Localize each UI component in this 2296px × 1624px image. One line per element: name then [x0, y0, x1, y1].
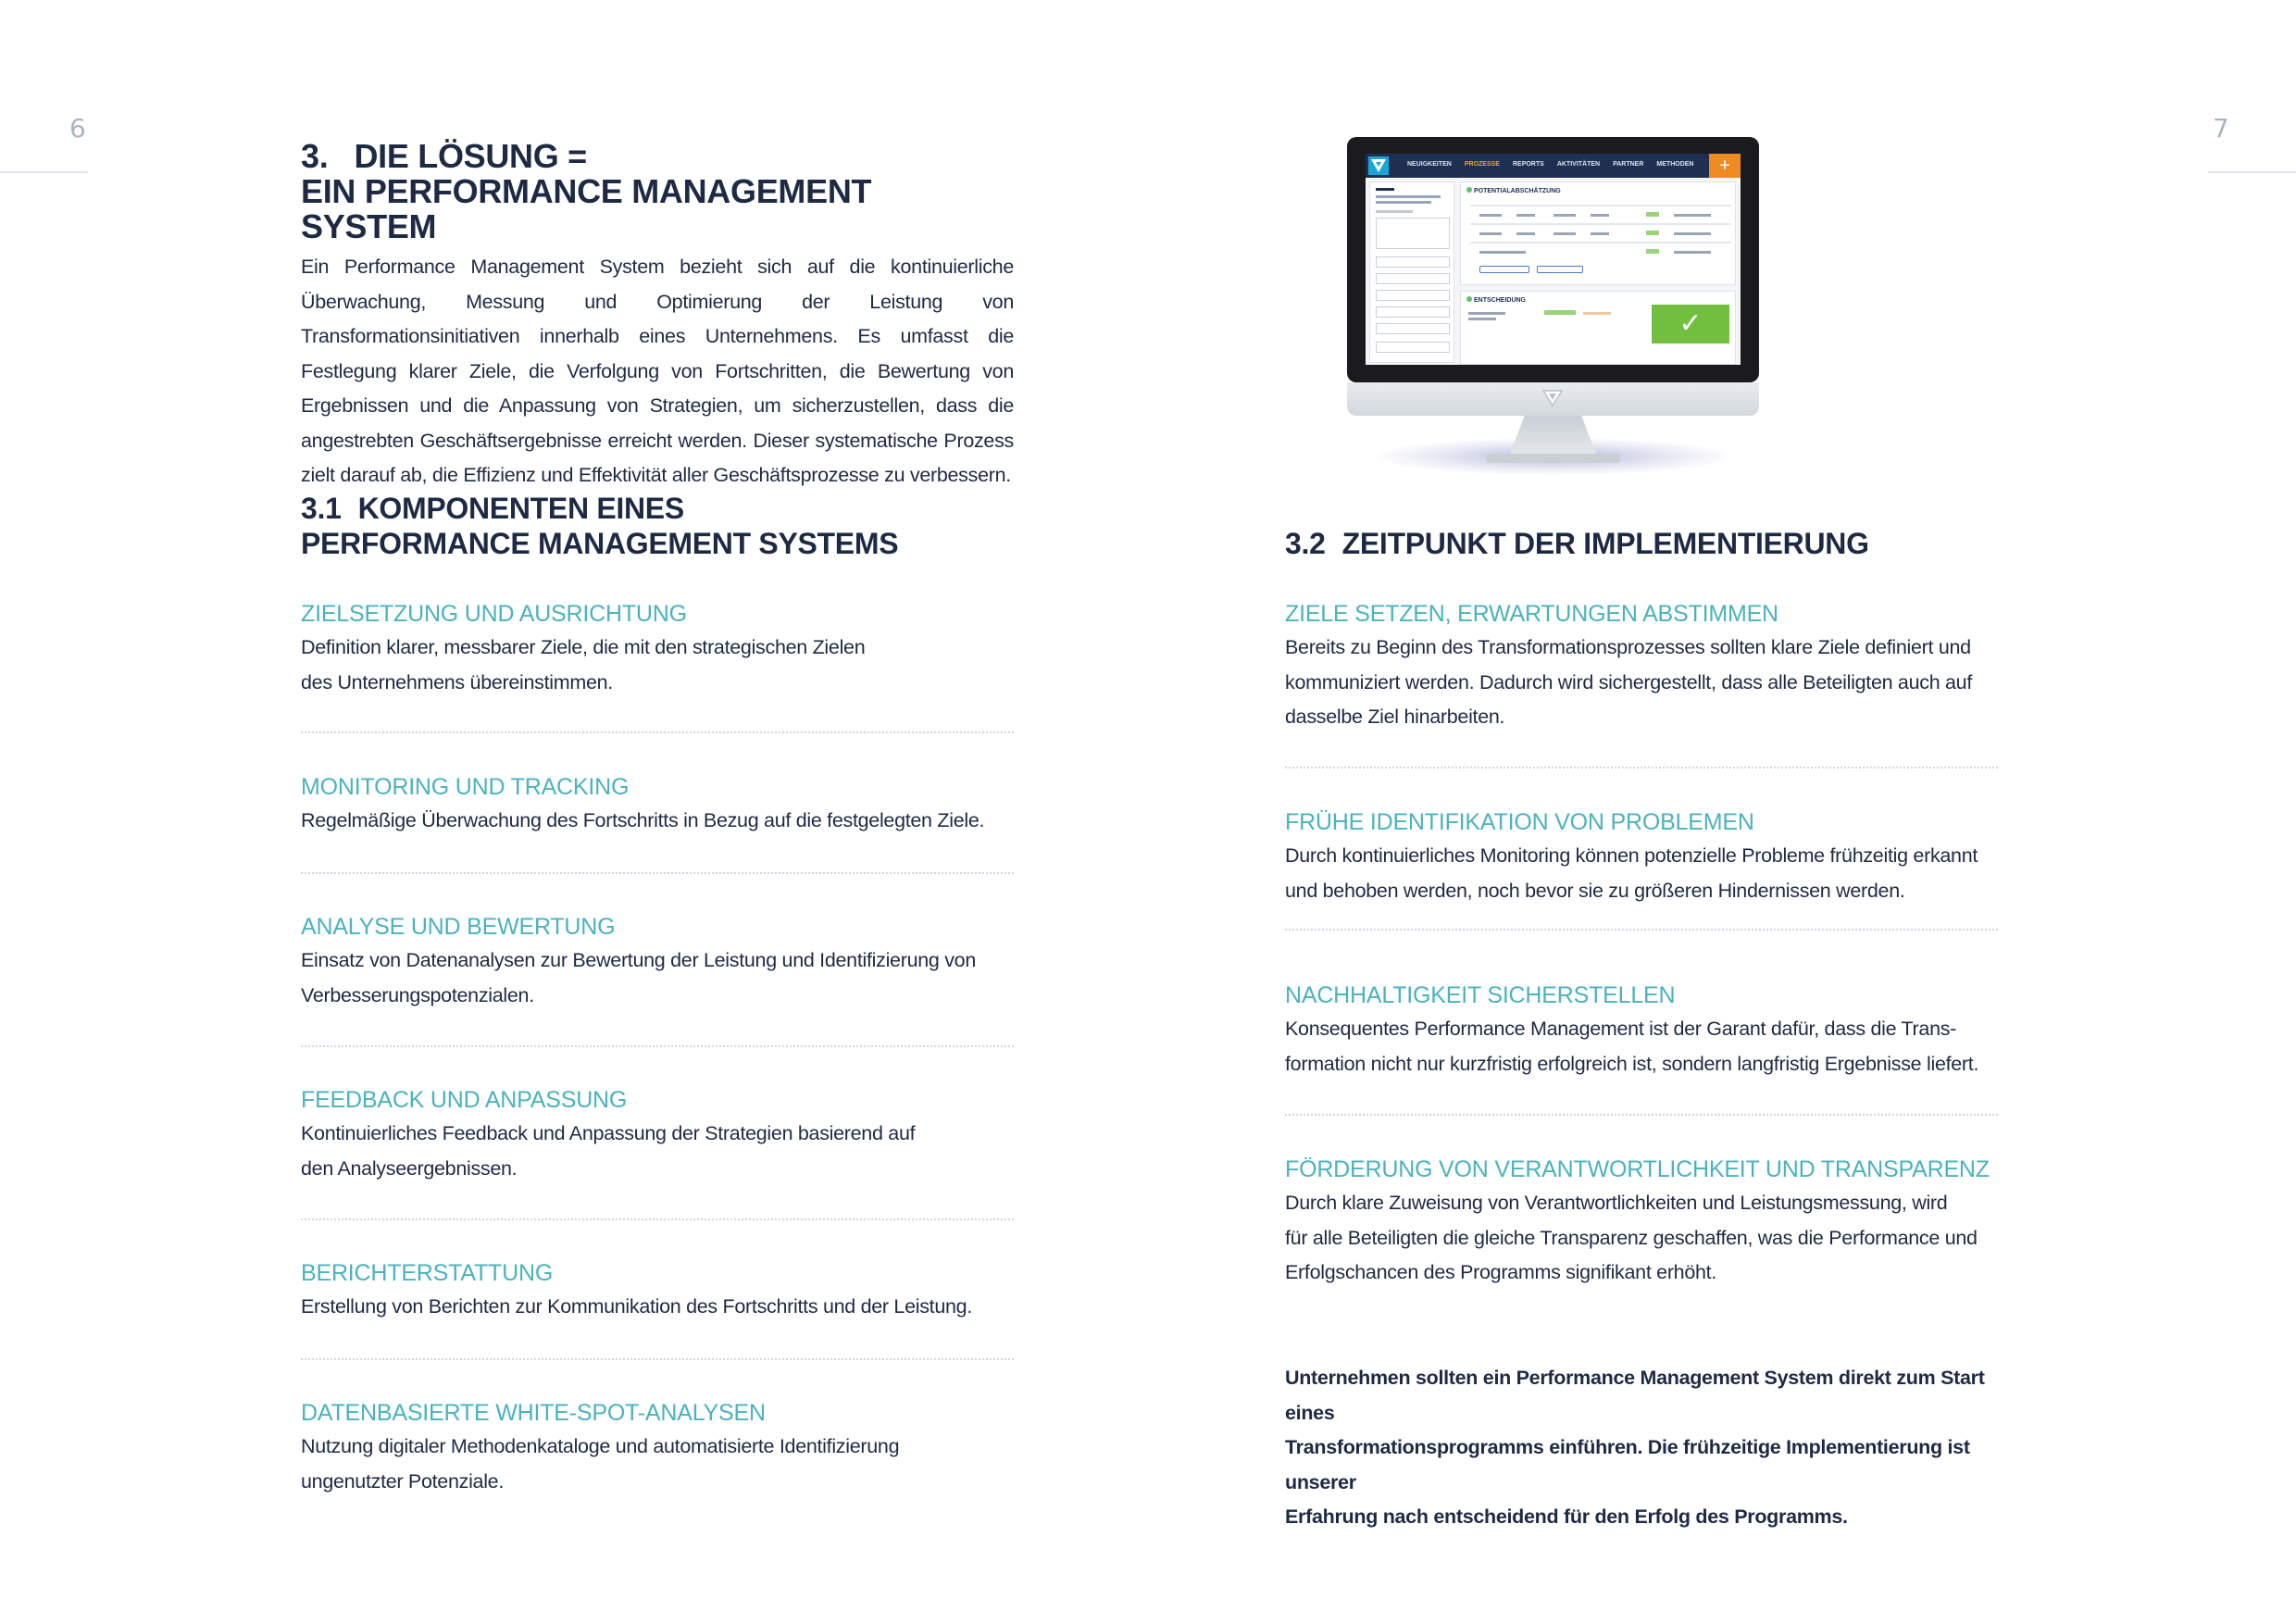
panel-cell: [1674, 214, 1711, 217]
item-heading: FEEDBACK UND ANPASSUNG: [301, 1087, 628, 1113]
item-text-line1: Durch klare Zuweisung von Verantwortlichkeiten und Leistungsmessung, wird: [1285, 1192, 1948, 1214]
item-heading: DATENBASIERTE WHITE-SPOT-ANALYSEN: [301, 1400, 766, 1426]
item-text-line2: und behoben werden, noch bevor sie zu größeren Hindernissen werden.: [1285, 879, 1905, 902]
panel-cell: [1674, 251, 1711, 254]
sp-chip: [1376, 188, 1394, 191]
item-text-line1: Durch kontinuierliches Monitoring können potenzielle Probleme frühzeitig erkannt: [1285, 844, 1978, 867]
panel-button: [1479, 266, 1529, 273]
item-heading: ANALYSE UND BEWERTUNG: [301, 914, 616, 940]
section-3-2-number: 3.2: [1285, 527, 1326, 560]
panel-value-green: [1646, 249, 1659, 254]
item-text-line1: Bereits zu Beginn des Transformationsprozesses sollten klare Ziele definiert und: [1285, 636, 1971, 658]
section-3-1-number: 3.1: [301, 492, 342, 525]
panel-title: [1466, 187, 1561, 194]
app-screenshot: [1366, 154, 1741, 365]
item-divider: [1285, 929, 1998, 931]
sp-text: [1376, 201, 1431, 204]
item-divider: [301, 1218, 1014, 1220]
monitor-base: [1486, 454, 1620, 463]
panel-cell: [1516, 232, 1535, 235]
sp-textarea: [1376, 218, 1450, 249]
item-divider: [301, 872, 1014, 874]
item-text-line2: ungenutzter Potenziale.: [301, 1469, 505, 1493]
app-nav-items: [1407, 161, 1693, 168]
page-number-left: 6: [69, 113, 86, 144]
closing-line1: Unternehmen sollten ein Performance Management System direkt zum Start eines: [1285, 1367, 1985, 1424]
item-heading: ZIELE SETZEN, ERWARTUNGEN ABSTIMMEN: [1285, 601, 1778, 627]
panel-title: [1466, 296, 1526, 304]
check-icon: ✓: [1652, 305, 1729, 344]
sp-select: [1376, 256, 1450, 268]
section-3-title-line2: EIN PERFORMANCE MANAGEMENT SYSTEM: [301, 172, 872, 245]
item-text-line2: den Analyseergebnissen.: [301, 1156, 518, 1180]
panel-cell: [1591, 214, 1609, 217]
section-3-1-heading: [301, 491, 1014, 561]
section-3-2-title-text: ZEITPUNKT DER IMPLEMENTIERUNG: [1341, 527, 1869, 560]
section-3-number: 3.: [301, 137, 329, 175]
list-item: [301, 1256, 1014, 1325]
item-divider: [301, 1358, 1014, 1360]
panel-value-green: [1646, 212, 1659, 217]
sp-select: [1376, 290, 1450, 301]
section-3-1-title-line1: KOMPONENTEN EINES: [357, 492, 684, 525]
panel-cell: [1591, 232, 1609, 235]
sp-select: [1376, 342, 1450, 353]
panel-cell: [1516, 214, 1535, 217]
app-panel-decision: [1460, 291, 1736, 365]
closing-statement: [1285, 1361, 1998, 1535]
item-text-line1: Erstellung von Berichten zur Kommunikation des Fortschritts und der Leistung.: [301, 1295, 972, 1318]
section-3-title-line1: DIE LÖSUNG =: [354, 137, 587, 175]
app-nav-item: NEUIGKEITEN: [1407, 161, 1452, 168]
list-item: [301, 597, 1014, 700]
monitor-logo-icon: [1542, 389, 1563, 407]
panel-title-text: ENTSCHEIDUNG: [1474, 297, 1527, 304]
item-divider: [301, 1045, 1014, 1047]
list-item: [301, 1083, 1014, 1186]
app-nav: [1366, 154, 1741, 178]
item-heading: FRÜHE IDENTIFIKATION VON PROBLEMEN: [1285, 809, 1754, 835]
panel-title-text: POTENTIALABSCHÄTZUNG: [1474, 188, 1561, 194]
item-divider: [1285, 767, 1998, 768]
section-3-2-title: [1285, 526, 1998, 561]
panel-cell: [1479, 251, 1526, 254]
monitor-stand: [1509, 415, 1597, 456]
item-heading: FÖRDERUNG VON VERANTWORTLICHKEIT UND TRANSPARENZ: [1285, 1156, 1990, 1182]
section-3-title: [301, 139, 1014, 244]
app-nav-item: AKTIVITÄTEN: [1556, 161, 1601, 168]
item-text-line1: Definition klarer, messbarer Ziele, die mit den strategischen Zielen: [301, 636, 866, 658]
panel-cell: [1554, 214, 1576, 217]
panel-row: [1470, 205, 1731, 206]
item-text-line1: Regelmäßige Überwachung des Fortschritts in Bezug auf die festgelegten Ziele.: [301, 809, 985, 831]
item-text-line1: Konsequentes Performance Management ist der Garant dafür, dass die Trans-: [1285, 1018, 1957, 1040]
app-nav-item: METHODEN: [1656, 161, 1694, 168]
app-nav-item: PARTNER: [1613, 161, 1644, 168]
section-3-1-title: [301, 491, 1014, 561]
list-item: [301, 770, 1014, 839]
item-text-line1: Einsatz von Datenanalysen zur Bewertung der Leistung und Identifizierung von: [301, 949, 976, 971]
status-dot-icon: [1466, 296, 1472, 302]
item-divider: [1285, 1114, 1998, 1116]
sp-text: [1376, 210, 1413, 213]
item-text-line1: Nutzung digitaler Methodenkataloge und automatisierte Identifizierung: [301, 1435, 900, 1457]
item-text-line2: formation nicht nur kurzfristig erfolgreich ist, sondern langfristig Ergebnisse liefert.: [1285, 1052, 1979, 1075]
app-plus-icon: +: [1709, 154, 1741, 178]
status-dot-icon: [1466, 187, 1472, 193]
section-3-1-title-line2: PERFORMANCE MANAGEMENT SYSTEMS: [301, 527, 899, 560]
list-item: [301, 1396, 1014, 1499]
item-text-line3: dasselbe Ziel hinarbeiten.: [1285, 706, 1505, 728]
closing-line3: Erfahrung nach entscheidend für den Erfolg des Programms.: [1285, 1505, 1848, 1528]
list-item: [1285, 597, 1998, 735]
monitor-illustration: [1347, 137, 1759, 475]
edge-rule-right: [2208, 171, 2296, 173]
section-3: [301, 139, 1014, 493]
sp-select: [1376, 323, 1450, 334]
app-nav-item: PROZESSE: [1464, 161, 1500, 168]
edge-rule-left: [0, 171, 88, 173]
panel-row: [1470, 242, 1731, 244]
panel-cell: [1479, 232, 1502, 235]
app-panel-potential: [1460, 181, 1736, 285]
list-item: [1285, 806, 1998, 908]
panel-row: [1470, 223, 1731, 225]
list-item: [1285, 979, 1998, 1081]
list-item: [301, 910, 1014, 1013]
item-divider: [301, 731, 1014, 733]
panel-cell: [1583, 312, 1611, 315]
item-text-line2: kommuniziert werden. Dadurch wird sichergestellt, dass alle Beteiligten auch auf: [1285, 670, 1973, 693]
item-text-line3: Erfolgschancen des Programms signifikant erhöht.: [1285, 1261, 1717, 1283]
item-text-line2: des Unternehmens übereinstimmen.: [301, 670, 613, 693]
sp-text: [1376, 195, 1441, 198]
item-heading: NACHHALTIGKEIT SICHERSTELLEN: [1285, 982, 1676, 1008]
panel-value-green: [1544, 310, 1576, 315]
panel-cell: [1479, 214, 1502, 217]
panel-cell: [1468, 318, 1496, 320]
item-text-line2: für alle Beteiligten die gleiche Transparenz geschaffen, was die Performance und: [1285, 1226, 1978, 1249]
item-heading: BERICHTERSTATTUNG: [301, 1260, 554, 1286]
panel-button: [1537, 266, 1583, 273]
list-item: [1285, 1153, 1998, 1291]
app-sidepanel: [1369, 181, 1454, 363]
section-3-intro: Ein Performance Management System bezieht sich auf die kontinuierliche Überwachung, Messung und Optimierung der Leistung von Transformationsinitiativen innerhalb eines Unternehmens. Es umfasst die Festlegung klarer Ziele, die Verfolgung von Fortschritten, die Bewertung von Ergebnissen und die Anpassung von Strategien, um sicherzustellen, dass die angestrebten Geschäftsergebnisse erreicht werden. Dieser systematische Prozess zielt darauf ab, die Effizienz und Effektivität aller Geschäftsprozesse zu verbessern.: [301, 256, 1014, 486]
panel-cell: [1674, 232, 1711, 235]
app-logo-icon: [1368, 156, 1389, 175]
panel-cell: [1554, 232, 1576, 235]
panel-cell: [1468, 312, 1505, 315]
sp-select: [1376, 273, 1450, 284]
item-text-line1: Kontinuierliches Feedback und Anpassung der Strategien basierend auf: [301, 1122, 916, 1144]
item-heading: ZIELSETZUNG UND AUSRICHTUNG: [301, 601, 687, 627]
sp-select: [1376, 306, 1450, 318]
section-3-2-heading: [1285, 526, 1998, 561]
panel-value-green: [1646, 231, 1659, 235]
page-number-right: 7: [2213, 113, 2229, 144]
item-heading: MONITORING UND TRACKING: [301, 774, 630, 800]
app-nav-item: REPORTS: [1512, 161, 1544, 168]
item-text-line2: Verbesserungspotenzialen.: [301, 983, 534, 1006]
closing-line2: Transformationsprogramms einführen. Die frühzeitige Implementierung ist unserer: [1285, 1436, 1970, 1493]
